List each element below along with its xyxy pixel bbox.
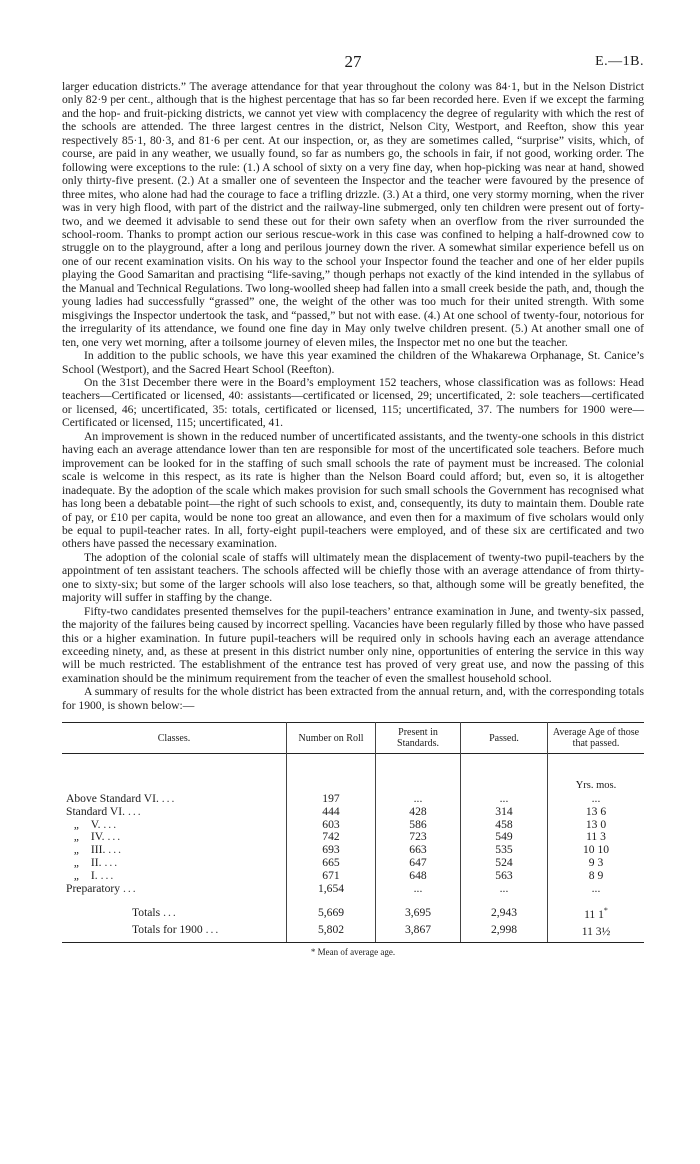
present-cell: 647 xyxy=(376,857,461,870)
passed-cell: ... xyxy=(461,793,548,806)
age-cell xyxy=(548,922,645,942)
age-cell: ... xyxy=(548,883,645,896)
present-cell: 663 xyxy=(376,844,461,857)
totals-label: Totals xyxy=(132,906,161,920)
roll-cell: 742 xyxy=(287,831,376,844)
roll-cell: 444 xyxy=(287,806,376,819)
class-label: Preparatory xyxy=(66,881,121,895)
present-cell: 3,867 xyxy=(376,922,461,942)
table-row xyxy=(62,806,644,819)
col-header-passed: Passed. xyxy=(461,723,548,754)
col-header-age: Average Age of those that passed. xyxy=(548,723,645,754)
passed-cell: 535 xyxy=(461,844,548,857)
age-cell: 13 0 xyxy=(548,819,645,832)
passed-cell: 524 xyxy=(461,857,548,870)
page-header xyxy=(62,52,644,80)
roll-cell: 603 xyxy=(287,819,376,832)
ditto-mark: „ xyxy=(73,817,81,831)
ditto-mark: „ xyxy=(73,830,81,844)
dot-leader: ... xyxy=(103,817,119,831)
table-row xyxy=(62,883,644,896)
class-label: Standard VI. xyxy=(66,804,126,818)
col-header-roll: Number on Roll xyxy=(287,723,376,754)
table-spacer-row xyxy=(62,754,644,781)
passed-cell: 2,998 xyxy=(461,922,548,942)
dot-leader: ... xyxy=(161,792,177,806)
table-row xyxy=(62,844,644,857)
roll-cell: 671 xyxy=(287,870,376,883)
table-row xyxy=(62,793,644,806)
footnote-mark: * xyxy=(603,906,608,916)
present-cell: 723 xyxy=(376,831,461,844)
totals-row xyxy=(62,905,644,922)
class-label: V. xyxy=(90,817,101,831)
passed-cell: 314 xyxy=(461,806,548,819)
dot-leader: ... xyxy=(123,881,138,895)
class-label: I. xyxy=(90,868,98,882)
table-gap-row xyxy=(62,895,644,905)
table-row xyxy=(62,819,644,832)
roll-cell: 197 xyxy=(287,793,376,806)
passed-cell: 549 xyxy=(461,831,548,844)
page-number: 27 xyxy=(344,52,362,71)
class-label-cell xyxy=(62,883,287,896)
paragraph: On the 31st December there were in the Board’s employment 152 teachers, whose classification was as follows: Head teachers—Certificated or licensed, 40: assistants—certificated or licensed, 29; uncertificated, 2: sole teachers—certificated or licensed, 46; uncertificated, 35: totals, certificated or licensed, 115; uncertificated, 37. The numbers for 1900 were—Certificated or licensed, 115; uncertificated, 41. xyxy=(62,375,644,430)
present-cell: ... xyxy=(376,793,461,806)
present-cell: 586 xyxy=(376,819,461,832)
dot-leader: ... xyxy=(163,906,178,920)
dot-leader: ... xyxy=(205,923,221,937)
dot-leader: ... xyxy=(127,804,143,818)
paragraph: The adoption of the colonial scale of staffs will ultimately mean the displacement of twenty-two pupil-teachers by the appointment of ten assistant teachers. The schools affected will be chiefly those with an average attendance of from thirty-one to sixty-six; but some of the larger schools will also lose teachers, so that, although some will be greatly benefited, the majority will suffer in staffing by the change. xyxy=(62,550,644,605)
passed-cell: 2,943 xyxy=(461,905,548,922)
age-cell: 9 3 xyxy=(548,857,645,870)
present-cell: 3,695 xyxy=(376,905,461,922)
age-cell: ... xyxy=(548,793,645,806)
paragraph: A summary of results for the whole district has been extracted from the annual return, and, with the corresponding totals for 1900, is shown below:— xyxy=(62,685,644,712)
present-cell: ... xyxy=(376,883,461,896)
table-row xyxy=(62,870,644,883)
table-row xyxy=(62,831,644,844)
ditto-mark: „ xyxy=(73,843,81,857)
age-cell: 11 3 xyxy=(548,831,645,844)
age-value: 11 3½ xyxy=(581,924,611,938)
dot-leader: ... xyxy=(100,868,116,882)
present-cell: 428 xyxy=(376,806,461,819)
paragraph: In addition to the public schools, we have this year examined the children of the Whakarewa Orphanage, St. Canice’s School (Westport), and the Sacred Heart School (Reefton). xyxy=(62,349,644,376)
roll-cell: 1,654 xyxy=(287,883,376,896)
paragraph: An improvement is shown in the reduced number of uncertificated assistants, and the twenty-one schools in this district having each an average attendance lower than ten are responsible for most of the uncertificated sole teachers. Before much improvement can be looked for in the staffing of such small schools the rate of payment must be increased. The colonial scale is welcome in this respect, as its rate is higher than the Nelson Board could afford; but, even so, it is altogether inadequate. By the adoption of the scale which makes provision for such small schools the Government has recognised what has long been a debatable point—the right of such schools to exist, and, consequently, its duty to maintain them. Double rate of pay, or £10 per capita, would be none too great an allowance, and even then for a maximum of five scholars would only be equal to pupil-teacher rates. In all, forty-eight pupil-teachers were employed, and of these six are certificated and two others have passed the necessary examination. xyxy=(62,429,644,551)
paragraph: Fifty-two candidates presented themselves for the pupil-teachers’ entrance examination in June, and twenty-six passed, the majority of the failures being caused by incorrect spelling. Vacancies have been regularly filled by those who have passed this or a higher examination. In future pupil-teachers will be required only in schools having each an average attendance exceeding ninety, and, as these at present in this district number only nine, opportunities of entering the service in this way will be much restricted. The establishment of the entrance test has proved of very great use, and now the passing of this examination should be the minimum requirement from the teacher of even the smallest household school. xyxy=(62,604,644,685)
dot-leader: ... xyxy=(107,830,123,844)
age-unit-label: Yrs. mos. xyxy=(548,780,645,793)
dot-leader: ... xyxy=(108,843,123,857)
class-label: III. xyxy=(90,843,106,857)
present-cell: 648 xyxy=(376,870,461,883)
table-footnote: * Mean of average age. xyxy=(310,946,396,957)
table-row xyxy=(62,857,644,870)
roll-cell: 5,802 xyxy=(287,922,376,942)
document-page xyxy=(62,52,644,957)
document-reference: E.—1B. xyxy=(595,54,644,69)
totals-label: Totals for 1900 xyxy=(132,923,203,937)
class-label: IV. xyxy=(90,830,105,844)
report-body xyxy=(62,80,644,712)
table-body xyxy=(62,754,644,942)
age-value: 11 1 xyxy=(584,908,604,922)
totals-label-cell xyxy=(62,905,287,922)
col-header-classes: Classes. xyxy=(157,732,191,744)
roll-cell: 665 xyxy=(287,857,376,870)
ditto-mark: „ xyxy=(73,856,81,870)
passed-cell: 563 xyxy=(461,870,548,883)
totals-label-cell xyxy=(62,922,287,942)
passed-cell: ... xyxy=(461,883,548,896)
totals-row xyxy=(62,922,644,942)
age-cell: 8 9 xyxy=(548,870,645,883)
col-header-present: Present in Standards. xyxy=(376,723,461,754)
table-header-row xyxy=(62,723,644,754)
roll-cell: 693 xyxy=(287,844,376,857)
age-cell: 10 10 xyxy=(548,844,645,857)
ditto-mark: „ xyxy=(73,868,81,882)
class-label: Above Standard VI. xyxy=(66,792,159,806)
paragraph: larger education districts.” The average attendance for that year throughout the colony was 84·1, but in the Nelson District only 82·9 per cent., although that is the highest percentage that has so far been recorded here. Even if we except the farming and the hop- and fruit-picking districts, we cannot yet view with complacency the degree of regularity with which the rest of the schools are attended. The three largest centres in the district, Nelson City, Westport, and Reefton, show this year respectively 85·1, 80·3, and 81·6 per cent. At our inspection, or, as they are sometimes called, “surprise” visits, which, of course, are paid in any weather, we usually found, so far as numbers go, the schools in fair, if not good, working order. The following were exceptions to the rule: (1.) A school of sixty on a very fine day, when hop-picking was near at hand, showed only thirty-five present. (2.) At a smaller one of seventeen the Inspector and the teacher were favoured by the presence of three mites, who alone had had the courage to face a trifling drizzle. (3.) At a third, one very stormy morning, when the river was in very high flood, with part of the district and the railway-line submerged, only ten children were present out of forty-two, and we deemed it advisable to send these out for their own safety when an overflow from the river surrounded the school-room. Thanks to prompt action our serious rescue-work in this case was confined to helping a half-drowned cow to struggle on to the playground, after a long and perilous journey down the river. A somewhat similar experience befell us on one of our recent examination visits. On his way to the school your Inspector found the teacher and one of her elder pupils playing the Good Samaritan and practising “life-saving,” though perhaps not exactly of the kind intended in the syllabus of the Manual and Technical Regulations. Two long-woolled sheep had fallen into a small creek beside the path, and, though the young ladies had successfully “grassed” one, the weight of the other was too much for their united strength. With some misgivings the Inspector undertook the task, and “passed,” but not with ease. (4.) At one school of twenty-four, notorious for the irregularity of its attendance, we found one fine day in May only twelve children present. (5.) At another small one of ten, one very wet morning, after a toilsome journey of eleven miles, the Inspector met no one but the teacher. xyxy=(62,80,644,349)
age-cell xyxy=(548,905,645,922)
roll-cell: 5,669 xyxy=(287,905,376,922)
class-label: II. xyxy=(90,856,102,870)
age-cell: 13 6 xyxy=(548,806,645,819)
dot-leader: ... xyxy=(104,856,120,870)
passed-cell: 458 xyxy=(461,819,548,832)
results-summary-table xyxy=(62,722,644,942)
